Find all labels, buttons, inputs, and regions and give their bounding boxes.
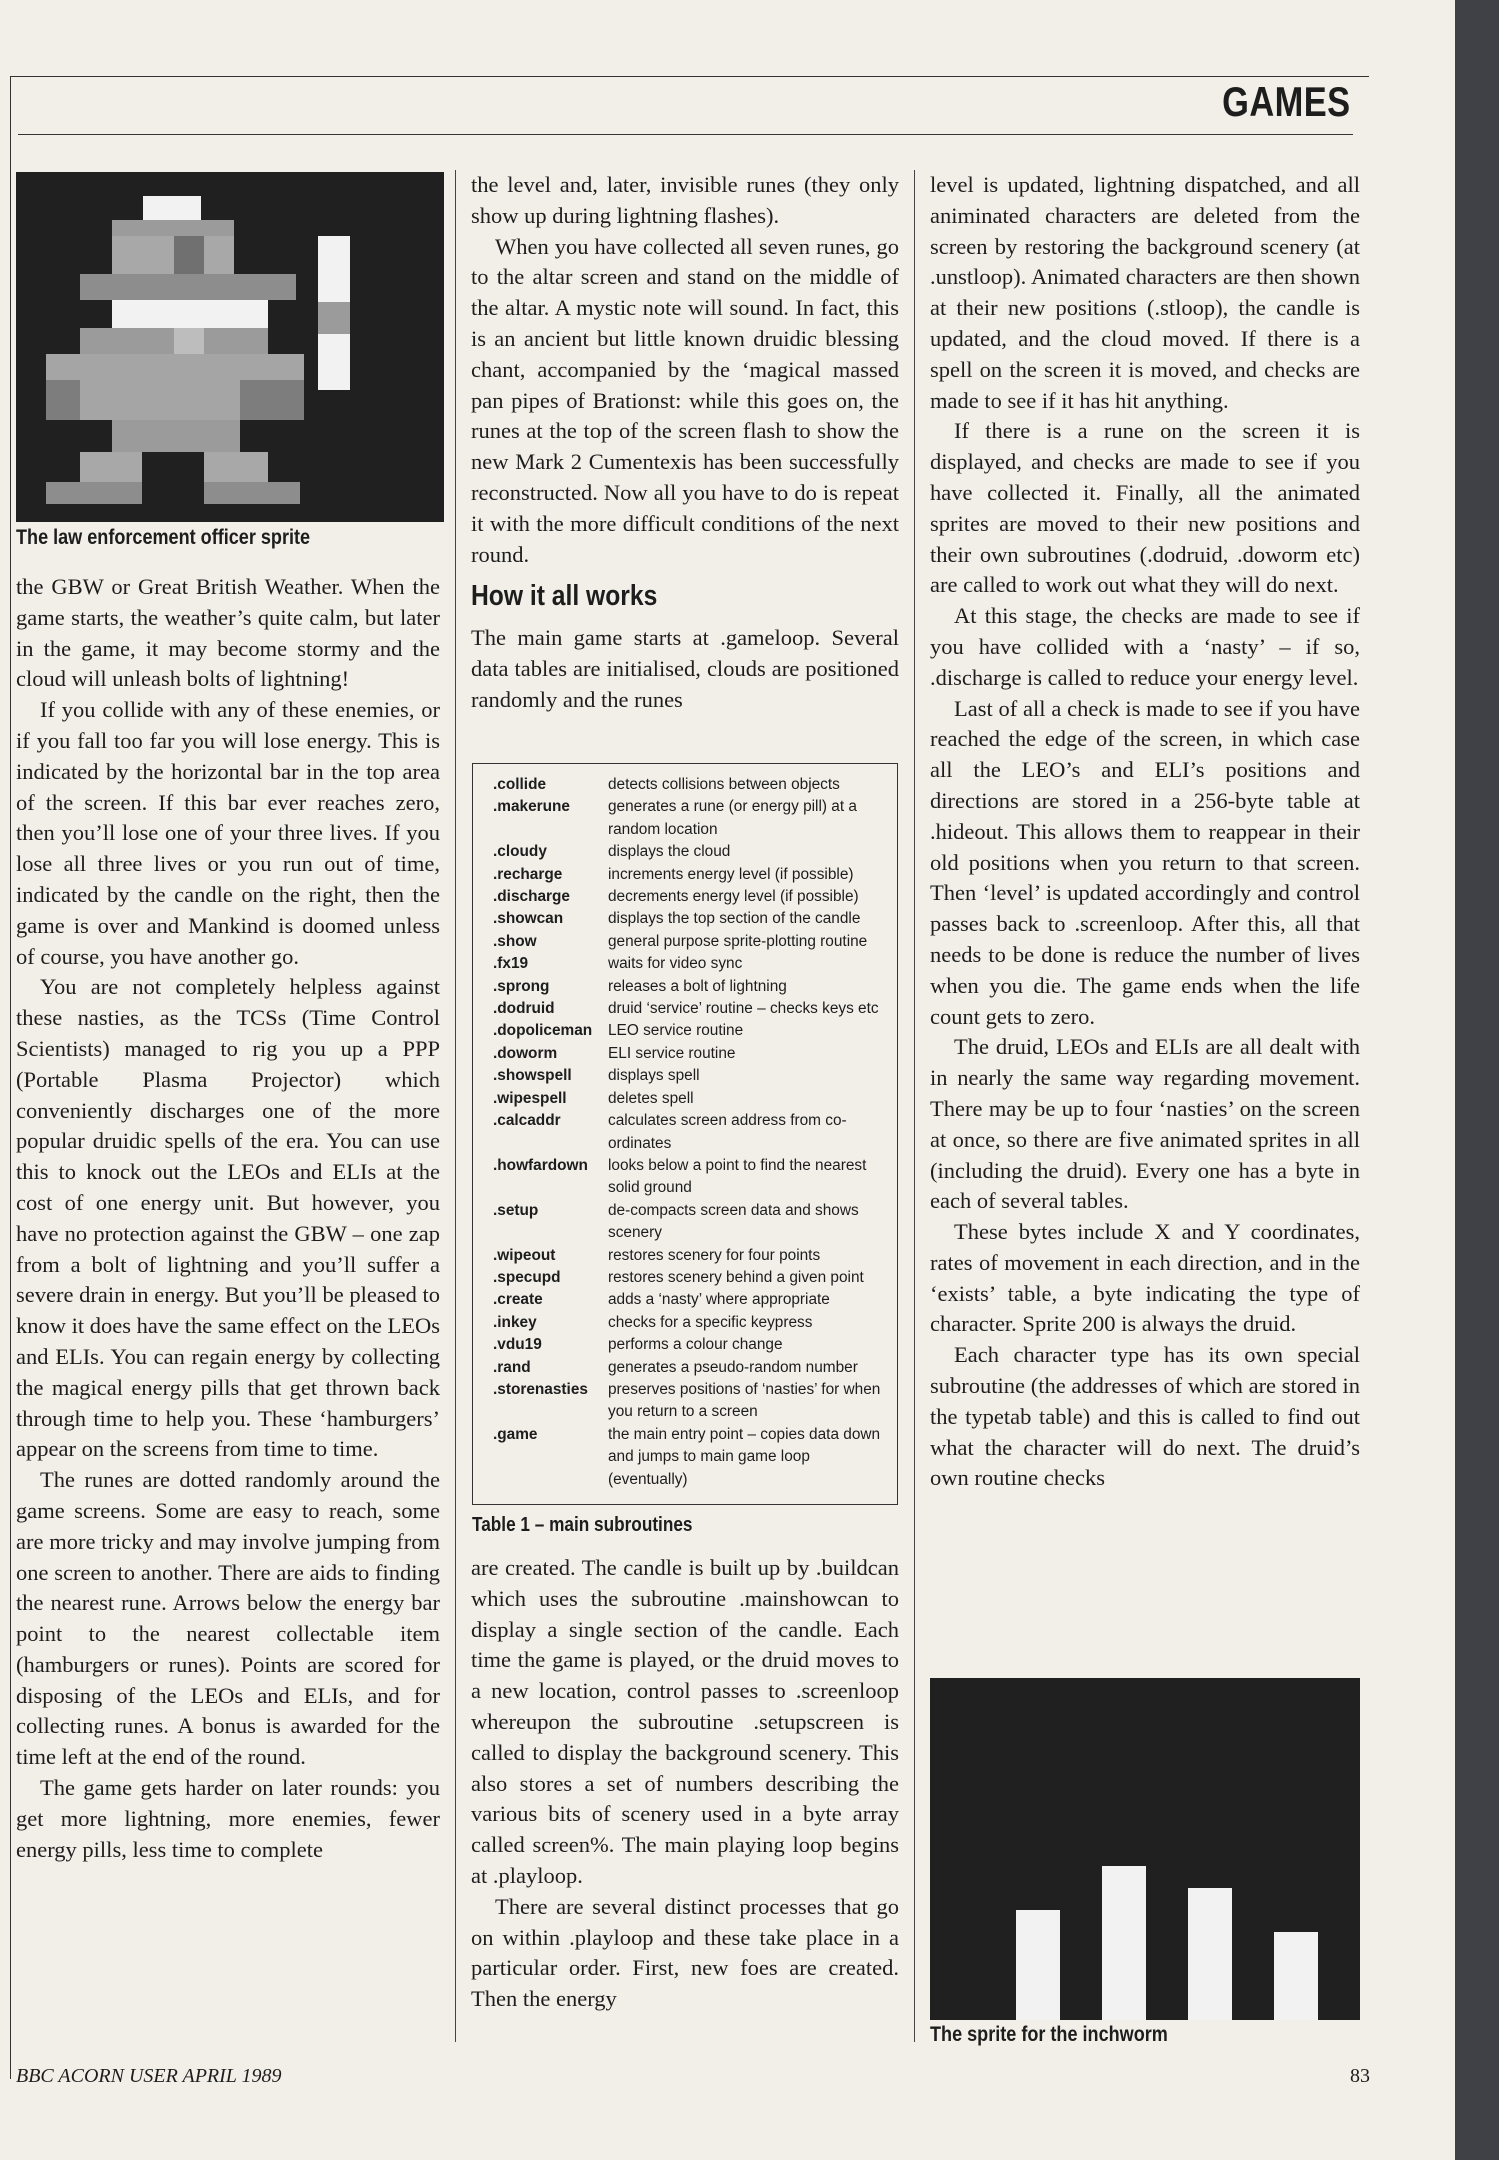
subroutine-name: .doworm xyxy=(493,1044,558,1062)
subroutine-description: general purpose sprite-plotting routine xyxy=(608,932,868,950)
table-row xyxy=(493,953,889,975)
paragraph: The runes are dotted randomly around the game screens. Some are easy to reach, some are more tricky and may involve jumping from one screen to another. There are aids to finding the nearest rune. Arrows below the energy bar point to the nearest collectable item (hamburgers or runes). Points are scored for disposing of the LEOs and ELIs, and for collecting runes. A bonus is awarded for the time left at the end of the round. xyxy=(16,1467,440,1770)
sprite-pixel xyxy=(1274,1932,1318,2020)
subroutine-name: .showcan xyxy=(493,910,564,928)
paragraph: If there is a rune on the screen it is displayed, and checks are made to see if you have collected it. Finally, all the animated sprites are moved to their new positions and their own subroutines (.dodruid, .doworm etc) are called to work out what they will do next. xyxy=(930,418,1360,598)
table-row xyxy=(493,1020,889,1042)
subroutine-name: .showspell xyxy=(493,1067,572,1085)
subroutine-description: performs a colour change xyxy=(608,1336,783,1354)
subroutine-description: decrements energy level (if possible) xyxy=(608,888,859,906)
subroutine-description: waits for video sync xyxy=(608,955,743,973)
subroutine-description: LEO service routine xyxy=(608,1022,744,1040)
paragraph: the GBW or Great British Weather. When the game starts, the weather’s quite calm, but later in the game, it may become stormy and the cloud will unleash bolts of lightning! xyxy=(16,574,440,692)
subroutine-description: de-compacts screen data and shows scenery xyxy=(608,1201,859,1242)
subroutine-description: restores scenery for four points xyxy=(608,1246,821,1264)
subroutine-name: .dopoliceman xyxy=(493,1022,593,1040)
column-1 xyxy=(16,572,440,1865)
subroutine-description: checks for a specific keypress xyxy=(608,1313,813,1331)
table-row xyxy=(493,1200,889,1245)
subroutine-description: druid ‘service’ routine – checks keys etc xyxy=(608,1000,879,1018)
table-row xyxy=(493,1334,889,1356)
book-spine xyxy=(1455,0,1499,2160)
subroutine-description: releases a bolt of lightning xyxy=(608,977,787,995)
paragraph: When you have collected all seven runes, go to the altar screen and stand on the middle of the altar. A mystic note will sound. In fact, this is an ancient but little known druidic blessing chant, accompanied by the ‘magical massed pan pipes of Brationst: while this goes on, the runes at the top of the screen flash to show the new Mark 2 Cumentexis has been successfully reconstructed. Now all you have to do is repeat it with the more difficult conditions of the next round. xyxy=(471,233,899,567)
table-row xyxy=(493,976,889,998)
table-caption: Table 1 – main subroutines xyxy=(472,1514,693,1536)
subroutine-name: .game xyxy=(493,1425,538,1443)
sprite-pixel xyxy=(143,196,201,220)
subroutines-table xyxy=(472,763,898,1505)
sprite-pixel xyxy=(112,300,268,328)
table-row xyxy=(493,1379,889,1424)
sprite-pixel xyxy=(318,334,350,390)
subroutine-description: generates a pseudo-random number xyxy=(608,1358,858,1376)
sprite-pixel xyxy=(80,452,142,482)
subroutine-description: ELI service routine xyxy=(608,1044,736,1062)
table-row xyxy=(493,1289,889,1311)
subroutine-name: .rand xyxy=(493,1358,531,1376)
table-row xyxy=(493,1043,889,1065)
sprite-pixel xyxy=(318,236,350,302)
subroutine-description: adds a ‘nasty’ where appropriate xyxy=(608,1291,830,1309)
table-row xyxy=(493,998,889,1020)
column-3 xyxy=(930,170,1360,1670)
subroutine-description: increments energy level (if possible) xyxy=(608,865,854,883)
sprite-pixel xyxy=(240,380,304,420)
subroutine-description: restores scenery behind a given point xyxy=(608,1268,864,1286)
subroutine-name: .calcaddr xyxy=(493,1112,561,1130)
column-divider xyxy=(455,170,456,2042)
table-row xyxy=(493,908,889,930)
subroutine-name: .cloudy xyxy=(493,843,547,861)
inchworm-sprite-caption: The sprite for the inchworm xyxy=(930,2023,1168,2046)
officer-sprite-figure xyxy=(16,172,444,522)
subroutine-name: .create xyxy=(493,1291,543,1309)
subroutine-description: looks below a point to find the nearest solid ground xyxy=(608,1156,867,1197)
sprite-pixel xyxy=(174,236,204,274)
page-number: 83 xyxy=(1350,2065,1370,2087)
paragraph: The druid, LEOs and ELIs are all dealt with in nearly the same way regarding movement. There may be up to four ‘nasties’ on the screen at once, so there are five animated sprites in all (including the druid). Every one has a byte in each of several tables. xyxy=(930,1034,1360,1214)
table-row xyxy=(493,796,889,841)
subroutine-name: .show xyxy=(493,932,537,950)
subroutine-description: detects collisions between objects xyxy=(608,776,840,793)
paragraph: Last of all a check is made to see if you have reached the edge of the screen, in which case all the LEO’s and ELI’s positions and directions are stored in a 256-byte table at .hideout. This allows them to reappear in their old positions when you return to that screen. Then ‘level’ is updated accordingly and control passes back to .screenloop. After this, all that needs to be done is reduce the number of lives when you die. The game ends when the life count gets to zero. xyxy=(930,695,1360,1029)
subroutine-name: .setup xyxy=(493,1201,539,1219)
subroutine-name: .storenasties xyxy=(493,1380,588,1398)
table-row xyxy=(493,864,889,886)
table-row xyxy=(493,1245,889,1267)
table-row xyxy=(493,1424,889,1491)
sprite-pixel xyxy=(1188,1888,1232,2020)
paragraph: are created. The candle is built up by .buildcan which uses the subroutine .mainshowcan to display a single section of the candle. Each time the game is played, or the druid moves to a new location, control passes to .screenloop whereupon the subroutine .setupscreen is called to display the background scenery. This also stores a set of numbers describing the various bits of scenery used in a byte array called screen%. The main playing loop begins at .playloop. xyxy=(471,1555,899,1888)
left-border xyxy=(10,76,11,2079)
subroutine-description: displays the cloud xyxy=(608,843,731,861)
paragraph: You are not completely helpless against these nasties, as the TCSs (Time Control Scientists) managed to rig you up a PPP (Portable Plasma Projector) which conveniently discharges one of the more popular druidic spells of the era. You can use this to knock out the LEOs and ELIs at the cost of one energy unit. But however, you have no protection against the GBW – one zap from a bolt of lightning and you’ll suffer a severe drain in energy. But you’ll be pleased to know it does have the same effect on the LEOs and ELIs. You can regain energy by collecting the magical energy pills that get thrown back through time to help you. These ‘hamburgers’ appear on the screens from time to time. xyxy=(16,974,440,1462)
table-row xyxy=(493,841,889,863)
sprite-pixel xyxy=(204,482,300,504)
officer-sprite-caption: The law enforcement officer sprite xyxy=(16,526,311,549)
subroutine-description: preserves positions of ‘nasties’ for when you return to a screen xyxy=(608,1380,881,1421)
sprite-pixel xyxy=(174,328,204,354)
sprite-pixel xyxy=(1016,1910,1060,2020)
table-row xyxy=(493,931,889,953)
sprite-pixel xyxy=(46,482,142,504)
subroutine-name: .dodruid xyxy=(493,1000,555,1018)
table-row xyxy=(493,1110,889,1155)
subroutine-name: .wipespell xyxy=(493,1089,567,1107)
paragraph: There are several distinct processes that go on within .playloop and these take place in a particular order. First, new foes are created. Then the energy xyxy=(471,1893,899,2012)
sprite-pixel xyxy=(46,354,304,380)
sprite-pixel xyxy=(80,380,240,420)
subroutine-name: .wipeout xyxy=(493,1246,556,1264)
subroutine-description: the main entry point – copies data down and jumps to main game loop (eventually) xyxy=(608,1425,881,1488)
column-2-lower xyxy=(471,1553,899,2015)
table-row xyxy=(493,1267,889,1289)
footer-issue: BBC ACORN USER APRIL 1989 xyxy=(16,2065,282,2087)
paragraph: the level and, later, invisible runes (they only show up during lightning flashes). xyxy=(471,172,899,228)
table-row xyxy=(493,1357,889,1379)
subroutine-name: .sprong xyxy=(493,977,550,995)
sprite-pixel xyxy=(204,452,268,482)
column-divider xyxy=(914,170,915,2042)
sprite-pixel xyxy=(80,274,296,300)
top-border xyxy=(10,76,1369,77)
sprite-pixel xyxy=(318,302,350,334)
subroutine-name: .fx19 xyxy=(493,955,529,973)
table-row xyxy=(493,1155,889,1200)
subroutine-name: .recharge xyxy=(493,865,563,883)
column-2 xyxy=(471,170,899,716)
sprite-pixel xyxy=(204,236,234,274)
table-row xyxy=(493,1065,889,1087)
paragraph: The game gets harder on later rounds: you get more lightning, more enemies, fewer energy pills, less time to complete xyxy=(16,1775,440,1862)
sprite-pixel xyxy=(112,420,240,452)
inchworm-sprite-figure xyxy=(930,1678,1360,2020)
paragraph: At this stage, the checks are made to see if you have collided with a ‘nasty’ – if so, .discharge is called to reduce your energy level. xyxy=(930,603,1360,690)
section-header: GAMES xyxy=(1222,78,1351,125)
table-row xyxy=(493,1088,889,1110)
subroutine-name: .inkey xyxy=(493,1313,537,1331)
subroutine-name: .howfardown xyxy=(493,1156,588,1174)
subroutine-description: displays spell xyxy=(608,1067,700,1085)
subroutine-name: .vdu19 xyxy=(493,1336,542,1354)
subroutine-name: .discharge xyxy=(493,888,570,906)
paragraph: level is updated, lightning dispatched, and all animinated characters are deleted from the screen by restoring the background scenery (at .unstloop). Animated characters are then shown at their new positions (.stloop), the candle is updated, and the cloud moved. If there is a spell on the screen it is moved, and checks are made to see if it has hit anything. xyxy=(930,172,1360,413)
table-row xyxy=(493,1312,889,1334)
table-row xyxy=(493,774,889,796)
subroutine-description: deletes spell xyxy=(608,1089,694,1107)
subroutine-name: .collide xyxy=(493,776,547,793)
sprite-pixel xyxy=(112,236,174,274)
subroutine-name: .specupd xyxy=(493,1268,561,1286)
sprite-pixel xyxy=(1102,1866,1146,2020)
subroutine-name: .makerune xyxy=(493,798,570,816)
subheading: How it all works xyxy=(471,580,658,613)
sprite-pixel xyxy=(46,380,80,420)
header-rule xyxy=(18,134,1353,135)
table-row xyxy=(493,886,889,908)
subroutine-description: displays the top section of the candle xyxy=(608,910,861,928)
subroutine-description: generates a rune (or energy pill) at a random location xyxy=(608,798,857,838)
paragraph: If you collide with any of these enemies, or if you fall too far you will lose energy. This is indicated by the horizontal bar in the top area of the screen. If this bar ever reaches zero, then you’ll lose one of your three lives. If you lose all three lives or you run out of time, indicated by the candle on the right, then the game is over and Mankind is doomed unless of course, you have another go. xyxy=(16,697,440,969)
sprite-pixel xyxy=(112,220,234,236)
subroutine-description: calculates screen address from co-ordinates xyxy=(608,1112,847,1152)
paragraph: These bytes include X and Y coordinates, rates of movement in each direction, and in the ‘exists’ table, a byte indicating the type of character. Sprite 200 is always the druid. xyxy=(930,1219,1360,1337)
paragraph: Each character type has its own special subroutine (the addresses of which are stored in the typetab table) and this is called to find out what the character will do next. The druid’s own routine checks xyxy=(930,1342,1360,1491)
paragraph: The main game starts at .gameloop. Several data tables are initialised, clouds are positioned randomly and the runes xyxy=(471,625,899,712)
